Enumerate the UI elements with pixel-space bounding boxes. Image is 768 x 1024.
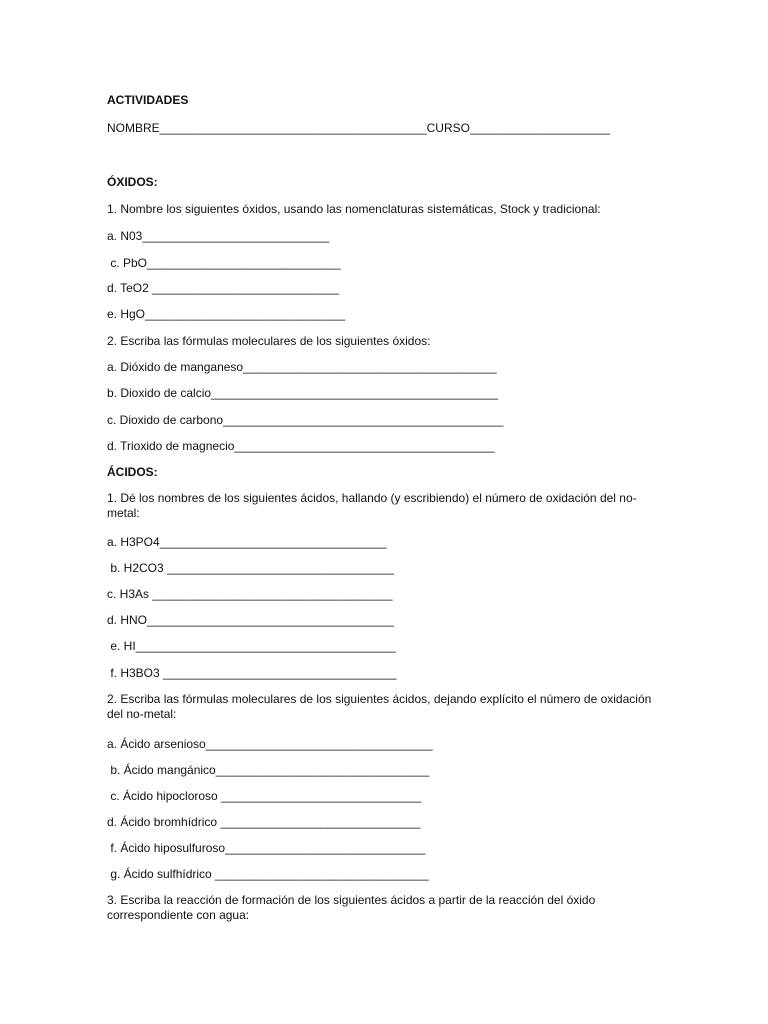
exercise-item: b. H2CO3 __________________________________ [107,561,394,575]
question-prompt: 2. Escriba las fórmulas moleculares de los siguientes óxidos: [107,334,431,348]
exercise-item: d. Ácido bromhídrico ______________________________ [107,815,421,829]
exercise-item: a. H3PO4__________________________________ [107,535,387,549]
question-prompt: 1. Nombre los siguientes óxidos, usando las nomenclaturas sistemáticas, Stock y tradicional: [107,202,601,216]
exercise-item: c. PbO_____________________________ [107,256,341,270]
exercise-item: d. TeO2 ____________________________ [107,281,340,295]
exercise-item: a. N03____________________________ [107,229,330,243]
question-prompt: 2. Escriba las fórmulas moleculares de los siguientes ácidos, dejando explícito el número de oxidación del no-metal: [107,692,652,721]
exercise-item: f. Ácido hiposulfuroso______________________________ [107,841,426,855]
exercise-item: e. HgO______________________________ [107,307,346,321]
question-prompt: 1. Dé los nombres de los siguientes ácidos, hallando (y escribiendo) el número de oxidación del no-metal: [107,491,637,520]
exercise-item: b. Ácido mangánico________________________________ [107,763,430,777]
exercise-item: g. Ácido sulfhídrico ________________________________ [107,867,429,881]
exercise-item: d. Trioxido de magnecio_______________________________________ [107,439,495,453]
section-heading-oxidos: ÓXIDOS: [107,175,158,189]
exercise-item: a. Ácido arsenioso__________________________________ [107,737,433,751]
exercise-item: f. H3BO3 ___________________________________ [107,666,397,680]
exercise-item: c. H3As ____________________________________ [107,587,393,601]
page-title: ACTIVIDADES [107,93,189,107]
name-course-line: NOMBRE________________________________________CURSO_____________________ [107,121,611,135]
exercise-item: c. Dioxido de carbono__________________________________________ [107,413,504,427]
exercise-item: a. Dióxido de manganeso______________________________________ [107,360,497,374]
exercise-item: d. HNO_____________________________________ [107,613,394,627]
exercise-item: e. HI_______________________________________ [107,639,396,653]
exercise-item: c. Ácido hipocloroso ______________________________ [107,789,422,803]
exercise-item: b. Dioxido de calcio___________________________________________ [107,386,499,400]
section-heading-acidos: ÁCIDOS: [107,465,158,479]
question-prompt: 3. Escriba la reacción de formación de los siguientes ácidos a partir de la reacción del óxido correspondiente con agua: [107,893,596,922]
